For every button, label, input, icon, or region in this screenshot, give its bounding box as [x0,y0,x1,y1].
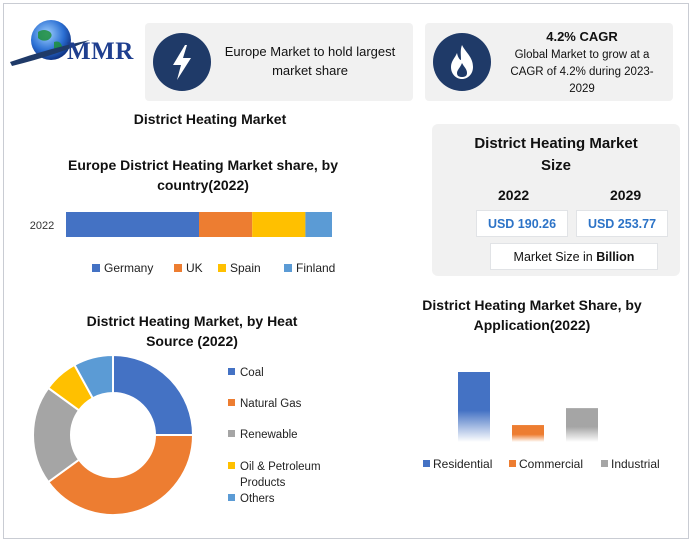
heat-legend-label-3-2: Products [240,477,286,489]
country-bar-uk [199,212,252,237]
logo-text: MMR [67,38,134,65]
country-legend-label-finland: Finland [296,261,336,275]
country-category-label: 2022 [29,220,55,232]
card2-line2: CAGR of 4.2% during 2023- [510,66,654,78]
country-legend-swatch-uk [174,264,182,272]
main-title: District Heating Market [133,111,287,127]
card1-line2: market share [272,63,348,78]
heat-legend-swatch-2 [228,430,235,437]
country-legend-label-germany: Germany [104,261,154,275]
heat-legend-swatch-4 [228,494,235,501]
country-bar-finland [305,212,332,237]
market-size-2022-value: USD 190.26 [476,210,568,237]
application-legend-swatch-residential [423,460,430,467]
year-2022: 2022 [498,187,530,203]
heat-legend-label-1-1: Natural Gas [240,398,302,410]
heat-legend-swatch-1 [228,399,235,406]
market-size-title-line2: Size [540,157,571,174]
unit-prefix: Market Size in [513,250,593,264]
card2-line3: 2029 [569,83,595,95]
donut-slice-0 [113,355,193,435]
application-legend-label-commercial: Commercial [519,457,584,471]
heat-legend-label-3-1: Oil & Petroleum [240,461,321,473]
application-bar-residential [458,372,490,442]
country-legend-swatch-germany [92,264,100,272]
application-legend-swatch-commercial [509,460,516,467]
application-legend-label-industrial: Industrial [611,457,660,471]
application-chart-title-line-2: Application(2022) [473,317,591,333]
heat-legend-swatch-0 [228,368,235,375]
card2-line1: Global Market to grow at a [514,49,650,61]
application-bar-industrial [566,408,598,442]
heat-source-chart-title-line-1: District Heating Market, by Heat [86,313,298,329]
heat-legend-label-2-1: Renewable [240,429,298,441]
application-bar-commercial [512,425,544,442]
application-legend-swatch-industrial [601,460,608,467]
cagr-title: 4.2% CAGR [546,29,618,44]
country-legend-label-uk: UK [186,261,203,275]
heat-legend-label-0-1: Coal [240,367,264,379]
country-legend-swatch-spain [218,264,226,272]
unit-bold: Billion [596,250,635,264]
heat-legend-swatch-3 [228,462,235,469]
year-2029: 2029 [610,187,642,203]
card1-line1: Europe Market to hold largest [224,44,396,59]
heat-source-chart-title-line-2: Source (2022) [146,333,238,349]
heat-legend-label-4-1: Others [240,493,275,505]
application-chart-title-line-1: District Heating Market Share, by [422,297,642,313]
country-chart-title-line-1: Europe District Heating Market share, by [68,157,338,173]
country-legend-swatch-finland [284,264,292,272]
country-legend-label-spain: Spain [230,261,261,275]
market-size-title-line1: District Heating Market [474,135,638,152]
country-bar-germany [66,212,199,237]
country-chart-title-line-2: country(2022) [157,177,249,193]
application-legend-label-residential: Residential [433,457,493,471]
market-size-2029-value: USD 253.77 [576,210,668,237]
country-bar-spain [252,212,305,237]
